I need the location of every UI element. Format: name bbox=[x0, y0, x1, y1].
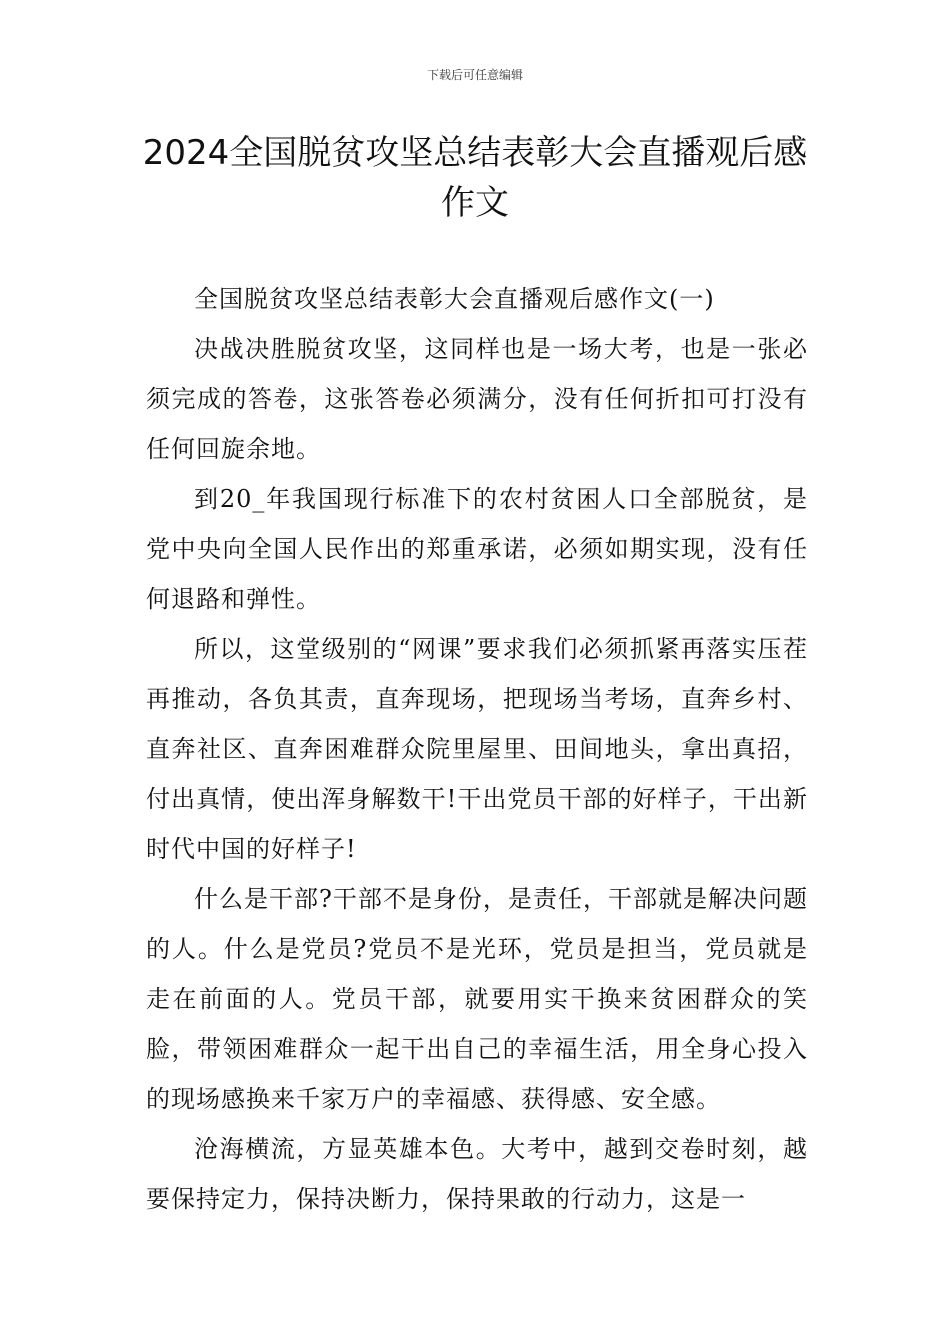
paragraph-subtitle: 全国脱贫攻坚总结表彰大会直播观后感作文(一) bbox=[194, 285, 715, 313]
header-note: 下载后可任意编辑 bbox=[426, 68, 523, 82]
paragraph: 沧海横流，方显英雄本色。大考中，越到交卷时刻，越要保持定力，保持决断力，保持果敢的行动力，这是一 bbox=[146, 1135, 808, 1213]
document-body bbox=[146, 274, 808, 1224]
document-title: 2024全国脱贫攻坚总结表彰大会直播观后感作文 bbox=[142, 133, 808, 223]
paragraph: 什么是干部?干部不是身份，是责任，干部就是解决问题的人。什么是党员?党员不是光环，党员是担当，党员就是走在前面的人。党员干部，就要用实干换来贫困群众的笑脸，带领困难群众一起干出自己的幸福生活，用全身心投入的现场感换来千家万户的幸福感、获得感、安全感。 bbox=[146, 885, 808, 1113]
paragraph: 所以，这堂级别的“网课”要求我们必须抓紧再落实压茬再推动，各负其责，直奔现场，把现场当考场，直奔乡村、直奔社区、直奔困难群众院里屋里、田间地头，拿出真招，付出真情，使出浑身解数干!干出党员干部的好样子，干出新时代中国的好样子! bbox=[146, 635, 808, 863]
paragraph: 决战决胜脱贫攻坚，这同样也是一场大考，也是一张必须完成的答卷，这张答卷必须满分，没有任何折扣可打没有任何回旋余地。 bbox=[146, 335, 808, 463]
paragraph: 到20_年我国现行标准下的农村贫困人口全部脱贫，是党中央向全国人民作出的郑重承诺，必须如期实现，没有任何退路和弹性。 bbox=[146, 485, 808, 613]
